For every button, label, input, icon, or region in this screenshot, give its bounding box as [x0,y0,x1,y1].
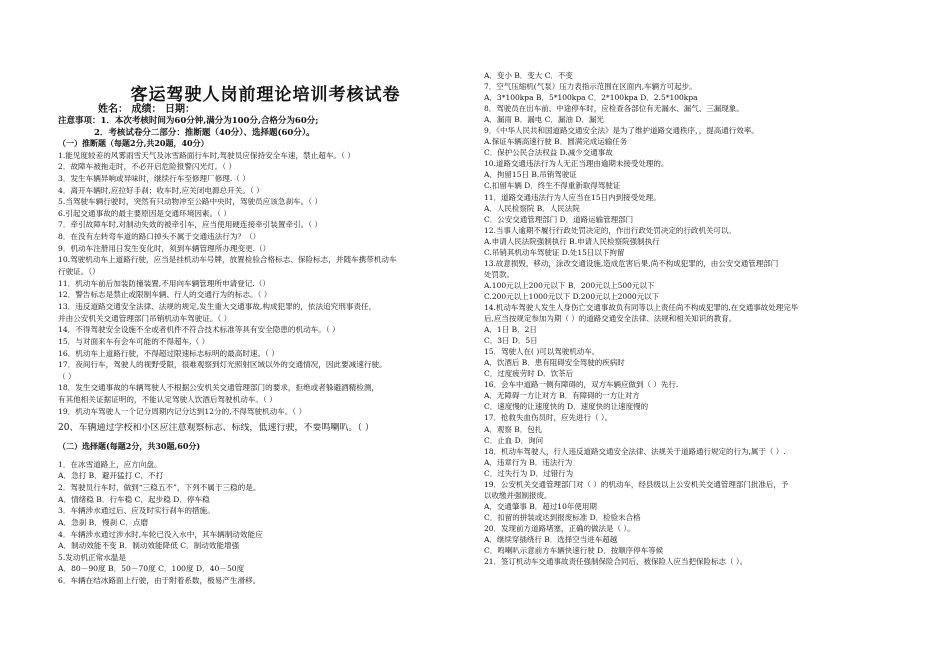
text-line: C．保护公民合法权益 D.减少交通事故 [484,148,613,158]
text-line: C．过度疲劳时 D．饮茶后 [484,369,574,379]
text-line: 有其他相关证据证明的，不能认定驾驶人饮酒后驾驶机动车。（ ） [58,395,277,405]
text-line: 后,应当按规定参加为期（ ）的道路交通安全法律、法规和相关知识的教育。 [484,314,737,324]
text-line: A．拘留15日 B.吊销驾驶证 [484,170,577,180]
text-line: C．鸣喇叭示意前方车辆快速行驶 D．按顺序停车等候 [484,546,664,556]
text-line: A．漏雨 B．漏电 C．漏油 D．漏光 [484,115,604,125]
text-line: A．急打 B．避开猛打 C．不打 [58,471,164,481]
text-line: 2．故障车被拖走时，不必开启危险报警闪光灯。（ ） [58,162,237,172]
text-line: 8．在没有左转弯车道的路口掉头不属于交通违法行为？（） [58,232,261,242]
text-line: 14．不得驾驶安全设施不全或者机件不符合技术标准等具有安全隐患的机动车。（ ） [58,325,340,335]
text-line: A．急刹 B．慢刹 C．点磨 [58,517,149,527]
notice-line-2: 2．考核试卷分二部分：推断题（40分）、选择题(60分）。 [94,128,315,138]
text-line: 5.发动机正常水温是 [58,552,126,562]
text-line: 15．与对面来车有会车可能的不得超车,（ ） [58,336,210,346]
text-line: 11．机动车前后加装防撞装置,不用向车辆管理所申请登记.（） [58,278,270,288]
text-line: 13.故意损毁，移动，涂改交通设施,造成危害后果,尚不构成犯罪的，由公安交通管理部门 [484,258,779,268]
text-line: （一）推断题（每题2分,共20题，40分） [58,138,209,148]
text-line: 17．夜间行车，驾驶人的视野受限，很难观察到灯光照射区域以外的交通情况，因此要减速行驶。 [58,360,387,370]
text-line: 10.驾驶机动车上道路行驶，应当是挂机动车号牌，放置检验合格标志、保险标志，并随车携带机动车 [58,255,397,265]
left-question-list [58,138,473,587]
text-line: 19．机动车驾驶人一个记分周期内记分达到12分的,不得驾驶机动车。（ ） [58,406,307,416]
text-line: 9．《中华人民共和国道路交通安全法》是为了维护道路交通秩序，，提高通行效率。 [484,126,759,136]
text-line: A．交通肇事 B．超过10年使用期 [484,501,597,511]
text-line: C.200元以上1000元以下 D.200元以上2000元以下 [484,291,660,301]
text-line: A．制动效能不变 B．制动效能降低 C．制动效能增强 [58,541,240,551]
text-line: A．80－90度 B．50－70度 C．100度 D．40－50度 [58,564,245,574]
text-line: A．观察 B．包扎 [484,424,543,434]
text-line: 1．在冰雪道路上，应方向盘。 [58,459,162,469]
text-line: 15．驾驶人在( )可以驾驶机动车。 [484,347,600,357]
text-line: 7．牵引故障车时,对制动失效的被牵引车，应当使用硬连接牵引装置牵引。（ ） [58,220,323,230]
exam-title: 客运驾驶人岗前理论培训考核试卷 [130,85,401,105]
text-line: A．饮酒后 B．患有阻碍安全驾驶的疾病时 [484,358,625,368]
text-line: 1.能见度较差的风雾雨雪天气及冰雪路面行车时,驾驶员应保持安全车速，禁止超车。（ ） [58,150,355,160]
text-line: （ ） [58,371,76,381]
right-question-list [484,70,924,567]
text-line: 6．车辆在结冰路面上行驶，由于附着系数，极易产生滑移。 [58,576,261,586]
text-line: 11．道路交通违法行为人应当在15日内到接受处理。 [484,192,661,202]
text-line: 14.机动车驾驶人发生人身伤亡交通事故负有同等以上责任尚不构成犯罪的,在交通事故处理完毕 [484,302,799,312]
text-line: A．3*100kpa B．5*100kpa C．2*100kpa D．2.5*100kpa [484,93,698,103]
text-line: 10.道路交通违法行为人无正当理由逾期未接受处理的。 [484,159,669,169]
text-line: 4．车辆涉水通过涉水时,车轮已没入水中，其车辆制动效能应 [58,529,263,539]
text-line: 16．会车中道路一侧有障碍的，双方车辆应做到（ ）先行. [484,380,679,390]
text-line: A．继续穿插绕行 B．选择空当进车超越 [484,534,618,544]
text-line: 5.当驾驶车辆行驶时，突然有只动物冲至公路中央时，驾驶员应该急刹车。（ ） [58,197,323,207]
text-line: 17．抢救失血伤员时，应先进行（ ）。 [484,413,613,423]
text-line: 20、车辆通过学校和小区应注意观察标志、标线，低速行驶，不要鸣喇叭。（ ） [58,423,374,434]
text-line: 20．发现前方道路堵塞，正确的做法是（ ）。 [484,523,635,533]
text-line: C.吊销其机动车驾驶证 D.处15日以下拘留 [484,247,625,257]
text-line: 12．警告标志是禁止或限制车辆、行人的交通行为的标志。（ ） [58,290,272,300]
text-line: A.100元以上200元以下 B．200元以上500元以下 [484,280,655,290]
text-line: 13．违反道路交通安全法律、法规的规定,发生重大交通事故,构成犯罪的，依法追究刑事责任， [58,301,377,311]
text-line: 6.引起交通事故的最主要原因是交通环境因素。（ ） [58,208,231,218]
text-line: 3．发生车辆异响或异味时，继续行车至修理厂修理.（ ） [58,173,250,183]
text-line: 18．机动车驾驶人，行人违反道路交通安全法律、法规关于道路通行规定的行为,属于（ ）. [484,446,786,456]
text-line: 19．公安机关交通管理部门对（ ）的机动车，经县级以上公安机关交通管理部门批准后，予 [484,479,789,489]
text-line: 并由公安机关交通管理部门吊销机动车驾驶证。（ ） [58,313,232,323]
text-line: C．公安交通管理部门 D．道路运输管理部门 [484,214,634,224]
text-line: 8．驾驶员在出车前、中途停车时，应检查各部位有无漏水、漏气、三漏现象。 [484,104,744,114]
text-line: A．无障碍一方让对方 B．有障碍的一方让对方 [484,391,640,401]
text-line: 行驶证。（） [58,267,100,277]
text-line: A.申请人民法院强制执行 B.申请人民检察院强制执行 [484,236,660,246]
text-line: A.保证车辆高速行驶 B．圆满完成运输任务 [484,137,628,147]
text-line: 9．机动车注册用日发生变化时，须到车辆管理所办理变更.（） [58,243,271,253]
text-line: C．扣留的拼装或达到报废标准 D．检验未合格 [484,512,641,522]
text-line: C．止血 D．询问 [484,435,544,445]
text-line: 4．离开车辆时,应拉好手刹；收车时,应关闭电源总开关。（ ） [58,185,264,195]
text-line: C．3日 D．5日 [484,336,538,346]
text-line: C．速度慢的让速度快的 D．速度快的让速度慢的 [484,402,649,412]
text-line: 7．空气压缩机(气泵）压力表指示范围在区面内,车辆方可起步。 [484,82,697,92]
text-line: A．违章行为 B．违法行为 [484,457,573,467]
text-line: A．变小 B．变大 C．不变 [484,71,573,80]
text-line: C.扣留车辆 D．终生不得重新取得驾驶证 [484,181,621,191]
text-line: 2．驾驶员行车时，做到“三稳五不”，下列不属于三稳的是。 [58,482,261,492]
text-line: A．人民检察院 B．人民法院 [484,203,580,213]
text-line: 18．发生交通事故的车辆驾驶人不根据公安机关交通管理部门的要求，拒绝或者躲避酒精检测， [58,383,380,393]
text-line: C．过失行为 D．过错行为 [484,468,574,478]
notice-line-1: 注意事项：1．本次考核时间为60分钟,满分为100分,合格分为60分; [58,116,319,126]
text-line: A．情绪稳 B．行车稳 C．起步稳 D．停车稳 [58,494,210,504]
text-line: 以收缴并强制报废。 [484,490,552,500]
text-line: A．1日 B．2日 [484,325,537,335]
text-line: （二）选择题(每题2分，共30题,60分) [58,441,201,452]
text-line: 21．签订机动车交通事故责任强制保险合同后，被保险人应当把保险标志（ ）。 [484,557,748,567]
text-line: 处罚款。 [484,269,514,279]
text-line: 16．机动车上道路行驶，不得超过限速标志标明的最高时速。（ ） [58,348,279,358]
text-line: 12.当事人逾期不履行行政处罚决定的，作出行政处罚决定的行政机关可以。 [484,225,736,235]
text-line: 3．车辆涉水通过后、应及时实行刹车的措施。 [58,506,215,516]
student-info: 姓名： 成绩： 日期： [98,104,195,115]
